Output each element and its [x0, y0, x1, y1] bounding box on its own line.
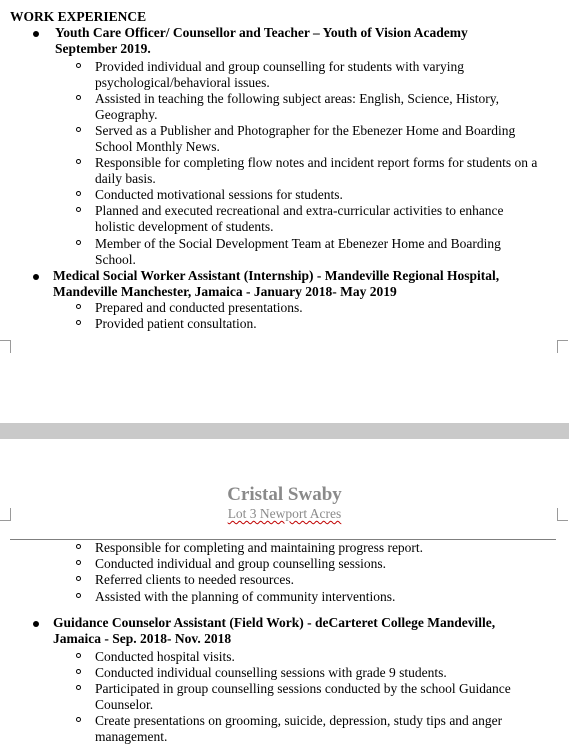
sub-bullet: [76, 544, 81, 549]
bullet: [33, 621, 39, 627]
list-item: Prepared and conducted presentations.: [95, 300, 303, 315]
list-item: Provided individual and group counselling for students with varying: [95, 59, 464, 74]
job-date: September 2019.: [55, 41, 151, 56]
sub-bullet: [76, 127, 81, 132]
sub-bullet: [76, 593, 81, 598]
list-item-cont: Counselor.: [95, 697, 154, 712]
list-item-cont: management.: [95, 729, 168, 744]
list-item-cont: psychological/behavioral issues.: [95, 75, 270, 90]
list-item: Planned and executed recreational and extra-curricular activities to enhance: [95, 203, 504, 218]
header-address: Lot 3 Newport Acres: [227, 506, 342, 521]
sub-bullet: [76, 560, 81, 565]
sub-bullet: [76, 576, 81, 581]
sub-bullet: [76, 207, 81, 212]
sub-bullet: [76, 95, 81, 100]
section-title: WORK EXPERIENCE: [10, 9, 147, 24]
list-item: Create presentations on grooming, suicide, depression, study tips and anger: [95, 713, 503, 728]
list-item: Participated in group counselling sessions conducted by the school Guidance: [95, 681, 511, 696]
sub-bullet: [76, 653, 81, 658]
sub-bullet: [76, 191, 81, 196]
page-corner-mark: [557, 340, 568, 353]
sub-bullet: [76, 159, 81, 164]
header-name: Cristal Swaby: [227, 484, 342, 505]
list-item: Assisted with the planning of community interventions.: [95, 589, 396, 604]
page-corner-mark: [0, 508, 11, 521]
sub-bullet: [76, 240, 81, 245]
page-corner-mark: [557, 508, 568, 521]
list-item: Responsible for completing flow notes and incident report forms for students on a: [95, 155, 538, 170]
list-item: Conducted individual and group counselling sessions.: [95, 556, 386, 571]
list-item: Assisted in teaching the following subject areas: English, Science, History,: [95, 91, 500, 106]
list-item: Member of the Social Development Team at Ebenezer Home and Boarding: [95, 236, 501, 251]
page-break-gap: [0, 423, 569, 439]
job-date: Mandeville Manchester, Jamaica - January 2018- May 2019: [53, 284, 397, 299]
job-date: Jamaica - Sep. 2018- Nov. 2018: [53, 631, 232, 646]
list-item-cont: daily basis.: [95, 171, 156, 186]
sub-bullet: [76, 320, 81, 325]
job-title: Youth Care Officer/ Counsellor and Teacher – Youth of Vision Academy: [55, 25, 468, 40]
bullet: [33, 274, 39, 280]
job-title: Guidance Counselor Assistant (Field Work) - deCarteret College Mandeville,: [53, 615, 496, 630]
sub-bullet: [76, 717, 81, 722]
list-item: Conducted hospital visits.: [95, 649, 235, 664]
sub-bullet: [76, 63, 81, 68]
list-item: Referred clients to needed resources.: [95, 572, 295, 587]
list-item: Provided patient consultation.: [95, 316, 257, 331]
job-title: Medical Social Worker Assistant (Internship) - Mandeville Regional Hospital,: [53, 268, 500, 283]
list-item: Conducted motivational sessions for students.: [95, 187, 343, 202]
list-item: Responsible for completing and maintaining progress report.: [95, 540, 424, 555]
bullet: [33, 31, 39, 37]
list-item: Conducted individual counselling sessions with grade 9 students.: [95, 665, 447, 680]
sub-bullet: [76, 669, 81, 674]
sub-bullet: [76, 685, 81, 690]
list-item: Served as a Publisher and Photographer for the Ebenezer Home and Boarding: [95, 123, 516, 138]
list-item-cont: holistic development of students.: [95, 219, 274, 234]
page-corner-mark: [0, 340, 11, 353]
list-item-cont: School Monthly News.: [95, 139, 220, 154]
list-item-cont: School.: [95, 252, 136, 267]
list-item-cont: Geography.: [95, 107, 158, 122]
sub-bullet: [76, 304, 81, 309]
